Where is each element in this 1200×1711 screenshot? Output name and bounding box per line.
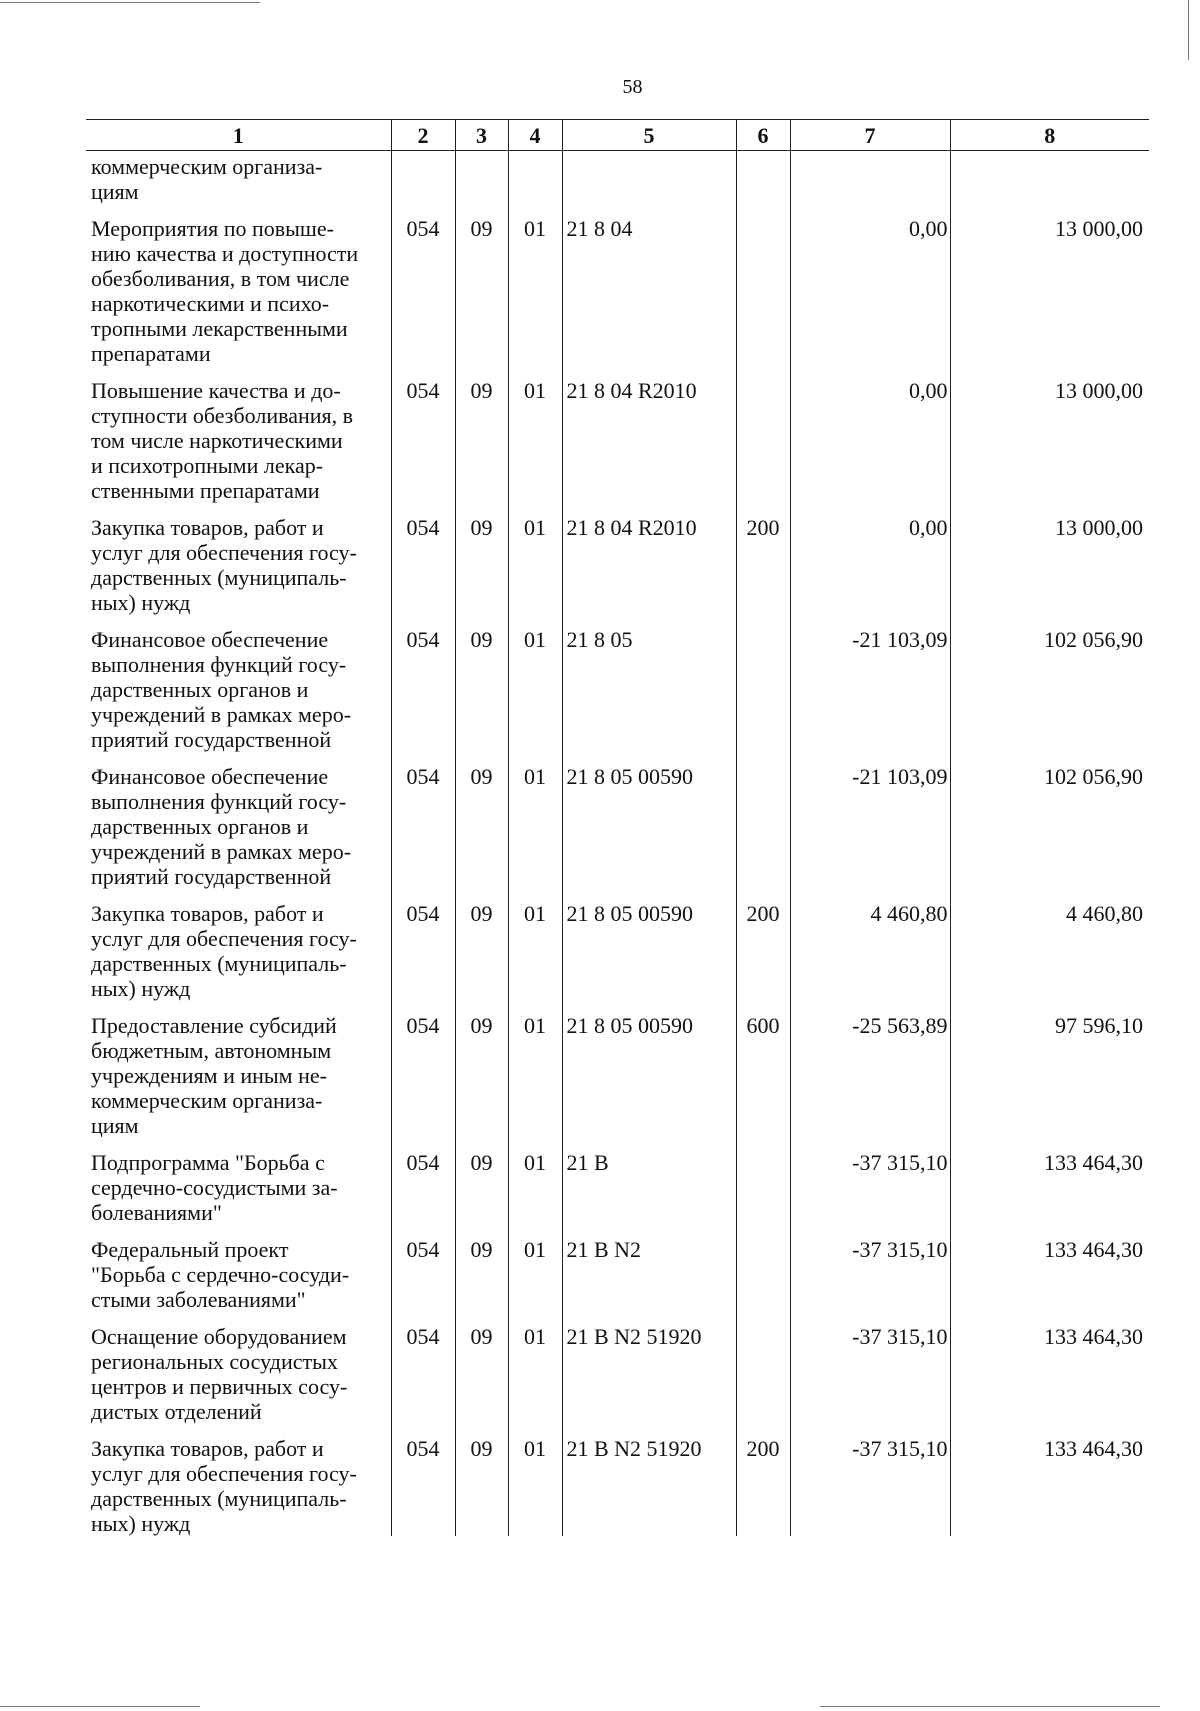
cell-col-4: 01 (508, 627, 562, 764)
cell-col-2: 054 (391, 764, 455, 901)
cell-col-7: 4 460,80 (790, 901, 950, 1013)
scan-edge-right (1188, 0, 1189, 60)
row-name-line: ступности обезболивания, в (91, 403, 354, 428)
row-name-line: Оснащение оборудованием (91, 1324, 347, 1349)
row-name-line: дарственных органов и (91, 814, 309, 839)
cell-col-7: -21 103,09 (790, 764, 950, 901)
header-row (86, 120, 1149, 151)
cell-col-8: 102 056,90 (950, 627, 1149, 764)
cell-col-7 (790, 151, 950, 217)
cell-col-6: 600 (736, 1013, 790, 1150)
row-name-line: ных) нужд (91, 1511, 191, 1536)
row-name-line: болеваниями" (91, 1200, 222, 1225)
cell-col-6 (736, 378, 790, 515)
cell-col-3: 09 (455, 1436, 508, 1536)
table-row (86, 1436, 1149, 1536)
cell-col-6: 200 (736, 1436, 790, 1536)
row-name-line: Закупка товаров, работ и (91, 901, 324, 926)
cell-col-5: 21 8 05 00590 (562, 1013, 736, 1150)
table-row (86, 1150, 1149, 1237)
cell-col-4: 01 (508, 216, 562, 378)
scan-edge-bottom-right (820, 1706, 1160, 1707)
row-name-line: тропными лекарственными (91, 316, 348, 341)
cell-col-6 (736, 627, 790, 764)
cell-col-8: 133 464,30 (950, 1324, 1149, 1436)
row-name-line: центров и первичных сосу- (91, 1374, 348, 1399)
cell-col-5: 21 8 05 (562, 627, 736, 764)
row-name-line: циям (91, 179, 139, 204)
row-name-line: Закупка товаров, работ и (91, 515, 324, 540)
cell-col-4: 01 (508, 1324, 562, 1436)
cell-col-7: -37 315,10 (790, 1150, 950, 1237)
cell-col-8: 133 464,30 (950, 1150, 1149, 1237)
row-name-line: региональных сосудистых (91, 1349, 338, 1374)
row-name-cell (86, 1324, 391, 1436)
col-header-7: 7 (790, 120, 950, 151)
cell-col-7: 0,00 (790, 515, 950, 627)
cell-col-5: 21 8 04 (562, 216, 736, 378)
cell-col-2: 054 (391, 901, 455, 1013)
cell-col-8: 97 596,10 (950, 1013, 1149, 1150)
row-name-line: выполнения функций госу- (91, 652, 347, 677)
cell-col-8: 13 000,00 (950, 378, 1149, 515)
col-header-1: 1 (86, 120, 391, 151)
row-name-line: дарственных (муниципаль- (91, 565, 347, 590)
cell-col-7: -37 315,10 (790, 1324, 950, 1436)
cell-col-7: -37 315,10 (790, 1237, 950, 1324)
cell-col-3: 09 (455, 901, 508, 1013)
cell-col-4: 01 (508, 901, 562, 1013)
table-row (86, 1324, 1149, 1436)
row-name-line: сердечно-сосудистыми за- (91, 1175, 338, 1200)
cell-col-4: 01 (508, 1150, 562, 1237)
cell-col-5: 21 В N2 (562, 1237, 736, 1324)
cell-col-5: 21 В N2 51920 (562, 1436, 736, 1536)
col-header-4: 4 (508, 120, 562, 151)
table-row (86, 764, 1149, 901)
cell-col-8: 133 464,30 (950, 1436, 1149, 1536)
row-name-line: нию качества и доступности (91, 241, 359, 266)
cell-col-6 (736, 216, 790, 378)
table-row (86, 901, 1149, 1013)
cell-col-7: -37 315,10 (790, 1436, 950, 1536)
row-name-line: услуг для обеспечения госу- (91, 1461, 357, 1486)
cell-col-6 (736, 1324, 790, 1436)
cell-col-7: 0,00 (790, 378, 950, 515)
row-name-cell (86, 901, 391, 1013)
cell-col-6: 200 (736, 901, 790, 1013)
cell-col-3: 09 (455, 764, 508, 901)
col-header-2: 2 (391, 120, 455, 151)
row-name-cell (86, 1436, 391, 1536)
row-name-cell (86, 216, 391, 378)
cell-col-4: 01 (508, 764, 562, 901)
cell-col-5: 21 В (562, 1150, 736, 1237)
row-name-line: ственными препаратами (91, 478, 320, 503)
cell-col-2: 054 (391, 1436, 455, 1536)
row-name-line: коммерческим организа- (91, 154, 323, 179)
cell-col-4: 01 (508, 378, 562, 515)
cell-col-3: 09 (455, 1237, 508, 1324)
cell-col-6 (736, 764, 790, 901)
row-name-line: коммерческим организа- (91, 1088, 323, 1113)
row-name-line: бюджетным, автономным (91, 1038, 332, 1063)
cell-col-4: 01 (508, 1237, 562, 1324)
cell-col-5: 21 8 05 00590 (562, 764, 736, 901)
row-name-line: "Борьба с сердечно-сосуди- (91, 1262, 350, 1287)
cell-col-3: 09 (455, 627, 508, 764)
scan-edge-top (0, 2, 260, 3)
cell-col-8: 13 000,00 (950, 216, 1149, 378)
row-name-line: ных) нужд (91, 976, 191, 1001)
row-name-line: Федеральный проект (91, 1237, 289, 1262)
cell-col-2: 054 (391, 1013, 455, 1150)
row-name-line: Подпрограмма "Борьба с (91, 1150, 325, 1175)
cell-col-5: 21 В N2 51920 (562, 1324, 736, 1436)
cell-col-2: 054 (391, 1324, 455, 1436)
cell-col-2: 054 (391, 1150, 455, 1237)
row-name-line: приятий государственной (91, 727, 332, 752)
cell-col-3: 09 (455, 1013, 508, 1150)
cell-col-8 (950, 151, 1149, 217)
cell-col-8: 4 460,80 (950, 901, 1149, 1013)
row-name-cell (86, 515, 391, 627)
row-name-line: услуг для обеспечения госу- (91, 540, 357, 565)
cell-col-5: 21 8 05 00590 (562, 901, 736, 1013)
row-name-line: наркотическими и психо- (91, 291, 330, 316)
cell-col-8: 133 464,30 (950, 1237, 1149, 1324)
row-name-line: дарственных органов и (91, 677, 309, 702)
cell-col-2 (391, 151, 455, 217)
table-row (86, 1237, 1149, 1324)
row-name-line: том числе наркотическими (91, 428, 343, 453)
cell-col-7: -21 103,09 (790, 627, 950, 764)
row-name-line: Предоставление субсидий (91, 1013, 337, 1038)
cell-col-3: 09 (455, 378, 508, 515)
row-name-line: выполнения функций госу- (91, 789, 347, 814)
row-name-line: и психотропными лекар- (91, 453, 324, 478)
col-header-8: 8 (950, 120, 1149, 151)
cell-col-7: 0,00 (790, 216, 950, 378)
row-name-line: стыми заболеваниями" (91, 1287, 306, 1312)
row-name-cell (86, 378, 391, 515)
row-name-line: Повышение качества и до- (91, 378, 341, 403)
table-row (86, 216, 1149, 378)
row-name-line: Финансовое обеспечение (91, 627, 329, 652)
row-name-line: Мероприятия по повыше- (91, 216, 334, 241)
cell-col-5 (562, 151, 736, 217)
cell-col-2: 054 (391, 515, 455, 627)
cell-col-3: 09 (455, 1150, 508, 1237)
cell-col-4: 01 (508, 1013, 562, 1150)
col-header-5: 5 (562, 120, 736, 151)
row-name-line: Финансовое обеспечение (91, 764, 329, 789)
page-number: 58 (622, 76, 643, 98)
cell-col-8: 102 056,90 (950, 764, 1149, 901)
row-name-line: учреждений в рамках меро- (91, 839, 352, 864)
row-name-line: циям (91, 1113, 139, 1138)
cell-col-6 (736, 1150, 790, 1237)
row-name-cell (86, 151, 391, 217)
col-header-6: 6 (736, 120, 790, 151)
table-row (86, 151, 1149, 217)
table-row (86, 627, 1149, 764)
cell-col-6 (736, 151, 790, 217)
cell-col-5: 21 8 04 R2010 (562, 515, 736, 627)
cell-col-3: 09 (455, 515, 508, 627)
cell-col-3 (455, 151, 508, 217)
row-name-line: учреждениям и иным не- (91, 1063, 327, 1088)
table-row (86, 515, 1149, 627)
cell-col-3: 09 (455, 216, 508, 378)
cell-col-6 (736, 1237, 790, 1324)
budget-table (86, 119, 1149, 1536)
cell-col-8: 13 000,00 (950, 515, 1149, 627)
cell-col-3: 09 (455, 1324, 508, 1436)
row-name-cell (86, 1237, 391, 1324)
cell-col-2: 054 (391, 627, 455, 764)
row-name-cell (86, 627, 391, 764)
row-name-line: дарственных (муниципаль- (91, 1486, 347, 1511)
cell-col-5: 21 8 04 R2010 (562, 378, 736, 515)
row-name-line: приятий государственной (91, 864, 332, 889)
row-name-line: дистых отделений (91, 1399, 262, 1424)
table-body (86, 151, 1149, 1537)
cell-col-7: -25 563,89 (790, 1013, 950, 1150)
cell-col-4: 01 (508, 515, 562, 627)
col-header-3: 3 (455, 120, 508, 151)
row-name-cell (86, 764, 391, 901)
cell-col-6: 200 (736, 515, 790, 627)
cell-col-2: 054 (391, 378, 455, 515)
row-name-line: обезболивания, в том числе (91, 266, 350, 291)
table-row (86, 378, 1149, 515)
row-name-line: ных) нужд (91, 590, 191, 615)
row-name-line: препаратами (91, 341, 211, 366)
row-name-cell (86, 1013, 391, 1150)
cell-col-2: 054 (391, 216, 455, 378)
table-row (86, 1013, 1149, 1150)
row-name-line: Закупка товаров, работ и (91, 1436, 324, 1461)
row-name-cell (86, 1150, 391, 1237)
row-name-line: учреждений в рамках меро- (91, 702, 352, 727)
row-name-line: услуг для обеспечения госу- (91, 926, 357, 951)
cell-col-4: 01 (508, 1436, 562, 1536)
cell-col-2: 054 (391, 1237, 455, 1324)
cell-col-4 (508, 151, 562, 217)
row-name-line: дарственных (муниципаль- (91, 951, 347, 976)
scan-edge-bottom-left (0, 1706, 200, 1707)
